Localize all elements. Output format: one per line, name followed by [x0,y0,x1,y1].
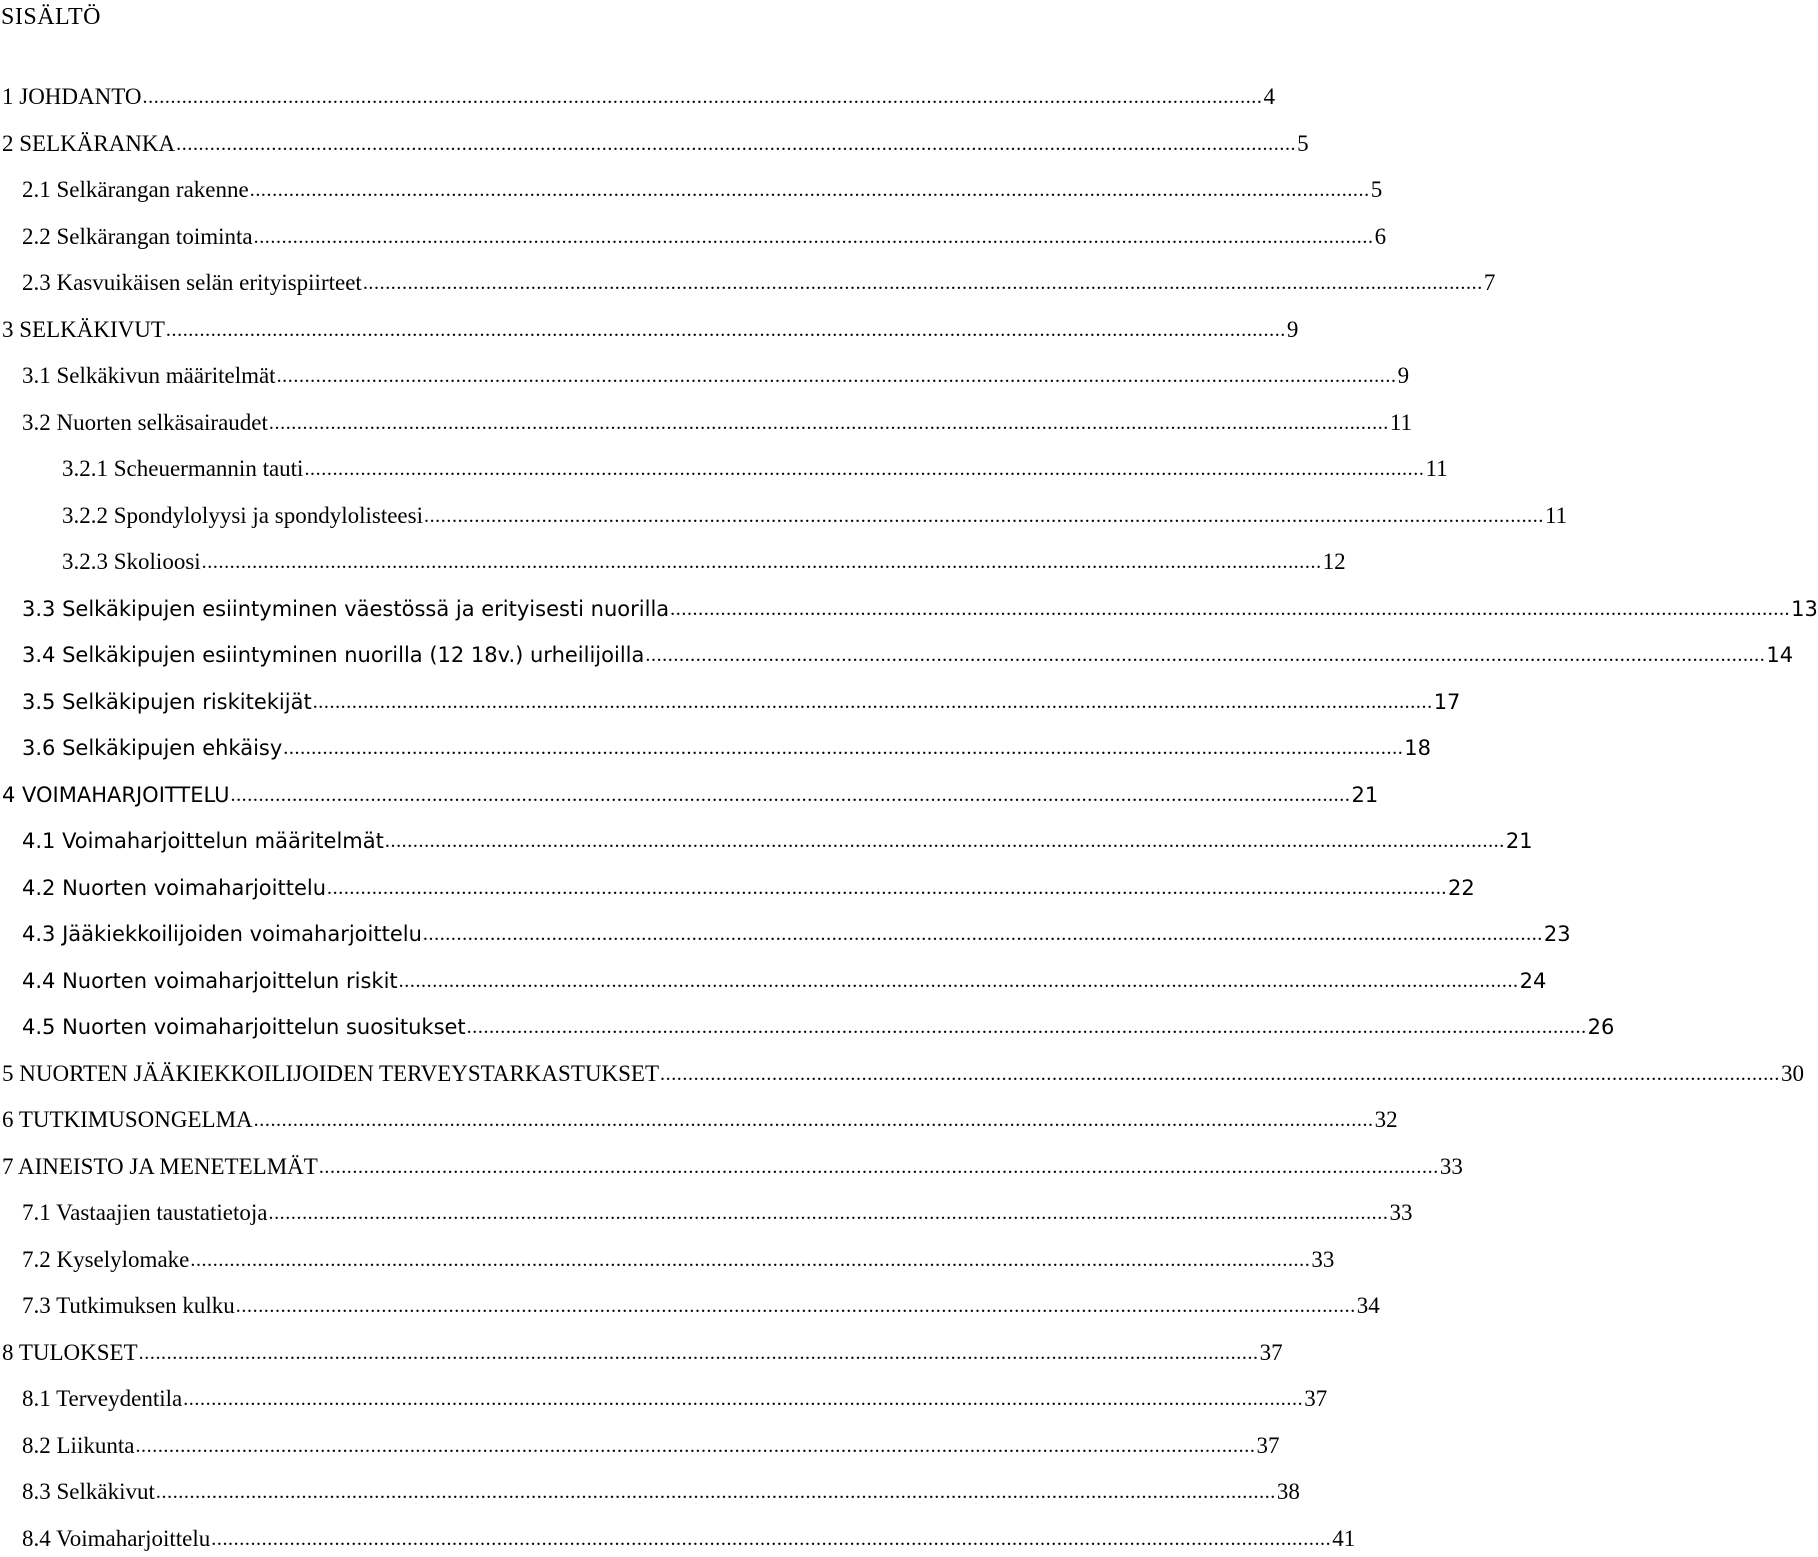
toc-entry-page: 14 [1766,643,1794,667]
toc-entry-label: 8.4 Voimaharjoittelu [22,1526,211,1551]
dot-leader: ........................................................................................................................................................................................................ [135,1435,1256,1457]
toc-entry-page: 37 [1256,1433,1280,1458]
toc-entry-label: 4.1 Voimaharjoittelun määritelmät [22,829,384,853]
toc-entry[interactable] [0,1334,1283,1368]
dot-leader: ........................................................................................................................................................................................................ [398,970,1519,992]
dot-leader: ........................................................................................................................................................................................................ [276,365,1397,387]
toc-entry[interactable] [0,776,1379,810]
toc-entry-label: 4.3 Jääkiekkoilijoiden voimaharjoittelu [22,922,422,946]
toc-entry[interactable] [0,1241,1335,1275]
toc-entry[interactable] [0,497,1568,531]
dot-leader: ........................................................................................................................................................................................................ [268,1202,1389,1224]
toc-entry-page: 13 [1791,597,1818,621]
toc-entry[interactable] [0,1101,1398,1135]
toc-entry-label: 3.6 Selkäkipujen ehkäisy [22,736,283,760]
toc-entry[interactable] [0,915,1571,949]
toc-entry-label: 3.1 Selkäkivun määritelmät [22,363,276,388]
toc-entry-label: 8.1 Terveydentila [22,1386,183,1411]
toc-entry-label: 2.1 Selkärangan rakenne [22,177,249,202]
toc-entry-page: 11 [1544,503,1568,528]
dot-leader: ........................................................................................................................................................................................................ [155,1481,1276,1503]
toc-entry-page: 18 [1404,736,1432,760]
toc-entry-label: 8.3 Selkäkivut [22,1479,155,1504]
toc-entry[interactable] [0,171,1383,205]
toc-entry-page: 7 [1483,270,1496,295]
toc-heading: SISÄLTÖ [1,4,101,30]
dot-leader: ........................................................................................................................................................................................................ [165,319,1286,341]
toc-entry-page: 41 [1332,1526,1356,1551]
dot-leader: ........................................................................................................................................................................................................ [660,1063,1780,1085]
toc-entry-label: 5 NUORTEN JÄÄKIEKKOILIJOIDEN TERVEYSTARKASTUKSET [2,1061,659,1086]
dot-leader: ........................................................................................................................................................................................................ [268,412,1389,434]
toc-entry-label: 3.2.3 Skolioosi [62,549,201,574]
toc-entry-page: 30 [1781,1061,1804,1086]
toc-entry[interactable] [0,450,1448,484]
toc-entry-page: 37 [1259,1340,1283,1365]
dot-leader: ........................................................................................................................................................................................................ [384,830,1505,852]
dot-leader: ........................................................................................................................................................................................................ [235,1295,1356,1317]
toc-entry-label: 4 VOIMAHARJOITTELU [2,783,230,807]
toc-entry-label: 4.4 Nuorten voimaharjoittelun riskit [22,969,398,993]
toc-entry-label: 3.5 Selkäkipujen riskitekijät [22,690,312,714]
dot-leader: ........................................................................................................................................................................................................ [466,1016,1587,1038]
toc-entry-label: 3.3 Selkäkipujen esiintyminen väestössä ja erityisesti nuorilla [22,597,670,621]
toc-entry[interactable] [0,543,1346,577]
dot-leader: ........................................................................................................................................................................................................ [318,1156,1439,1178]
toc-entry[interactable] [0,822,1533,856]
dot-leader: ........................................................................................................................................................................................................ [422,923,1543,945]
dot-leader: ........................................................................................................................................................................................................ [253,1109,1374,1131]
toc-entry[interactable] [0,636,1794,670]
toc-entry-label: 3.2.2 Spondylolyysi ja spondylolisteesi [62,503,423,528]
toc-entry-label: 4.2 Nuorten voimaharjoittelu [22,876,327,900]
toc-entry-label: 7.3 Tutkimuksen kulku [22,1293,235,1318]
toc-entry[interactable] [0,125,1309,159]
toc-entry[interactable] [0,357,1410,391]
toc-entry-page: 38 [1276,1479,1300,1504]
toc-entry-page: 33 [1311,1247,1335,1272]
toc-entry[interactable] [0,1055,1804,1089]
dot-leader: ........................................................................................................................................................................................................ [190,1249,1311,1271]
dot-leader: ........................................................................................................................................................................................................ [138,1342,1259,1364]
toc-entry-label: 7.2 Kyselylomake [22,1247,190,1272]
toc-entry-page: 6 [1374,224,1387,249]
toc-entry-page: 17 [1433,690,1461,714]
toc-entry[interactable] [0,683,1461,717]
toc-entry-label: 8 TULOKSET [2,1340,138,1365]
toc-entry-label: 2.3 Kasvuikäisen selän erityispiirteet [22,270,362,295]
toc-entry[interactable] [0,264,1496,298]
toc-entry-label: 7.1 Vastaajien taustatietoja [22,1200,268,1225]
toc-entry-label: 3.2 Nuorten selkäsairaudet [22,410,268,435]
toc-entry[interactable] [0,218,1387,252]
dot-leader: ........................................................................................................................................................................................................ [176,133,1297,155]
toc-entry[interactable] [0,1148,1463,1182]
toc-entry[interactable] [0,1380,1328,1414]
toc-entry-label: 4.5 Nuorten voimaharjoittelun suositukset [22,1015,466,1039]
toc-entry-page: 23 [1543,922,1571,946]
toc-entry-label: 3.4 Selkäkipujen esiintyminen nuorilla (12 18v.) urheilijoilla [22,643,645,667]
toc-entry[interactable] [0,311,1299,345]
toc-entry[interactable] [0,1473,1300,1507]
toc-entry-page: 37 [1304,1386,1328,1411]
dot-leader: ........................................................................................................................................................................................................ [645,644,1766,666]
toc-entry-label: 1 JOHDANTO [2,84,142,109]
toc-entry-page: 24 [1519,969,1547,993]
toc-entry-label: 8.2 Liikunta [22,1433,135,1458]
dot-leader: ........................................................................................................................................................................................................ [211,1528,1332,1550]
toc-entry-page: 22 [1448,876,1475,900]
toc-entry-page: 5 [1297,131,1309,156]
toc-entry-label: 3 SELKÄKIVUT [2,317,165,342]
dot-leader: ........................................................................................................................................................................................................ [327,877,1448,899]
toc-entry[interactable] [0,590,1818,624]
toc-entry-page: 33 [1439,1154,1463,1179]
toc-entry[interactable] [0,404,1413,438]
toc-entry-page: 9 [1397,363,1410,388]
dot-leader: ........................................................................................................................................................................................................ [201,551,1322,573]
dot-leader: ........................................................................................................................................................................................................ [312,691,1433,713]
toc-entry-page: 4 [1263,84,1275,109]
toc-entry-label: 6 TUTKIMUSONGELMA [2,1107,253,1132]
toc-entry-page: 9 [1286,317,1299,342]
toc-entry[interactable] [0,962,1547,996]
dot-leader: ........................................................................................................................................................................................................ [142,86,1263,108]
toc-entry-page: 21 [1505,829,1533,853]
dot-leader: ........................................................................................................................................................................................................ [230,784,1351,806]
dot-leader: ........................................................................................................................................................................................................ [304,458,1425,480]
toc-entry[interactable] [0,1520,1356,1554]
dot-leader: ........................................................................................................................................................................................................ [249,179,1370,201]
toc-entry-page: 11 [1425,456,1448,481]
toc-entry-label: 2.2 Selkärangan toiminta [22,224,253,249]
toc-entry-page: 21 [1351,783,1379,807]
toc-entry-label: 7 AINEISTO JA MENETELMÄT [2,1154,318,1179]
dot-leader: ........................................................................................................................................................................................................ [253,226,1374,248]
toc-entry[interactable] [0,1427,1280,1461]
dot-leader: ........................................................................................................................................................................................................ [423,505,1544,527]
toc-entry-page: 34 [1356,1293,1380,1318]
toc-entry-page: 11 [1389,410,1413,435]
dot-leader: ........................................................................................................................................................................................................ [362,272,1483,294]
dot-leader: ........................................................................................................................................................................................................ [283,737,1404,759]
dot-leader: ........................................................................................................................................................................................................ [670,598,1791,620]
toc-entry-page: 32 [1374,1107,1398,1132]
toc-entry-page: 26 [1587,1015,1615,1039]
toc-entry-page: 33 [1389,1200,1413,1225]
toc-entry-page: 5 [1370,177,1383,202]
toc-entry[interactable] [0,869,1475,903]
toc-entry[interactable] [0,78,1275,112]
toc-entry[interactable] [0,1287,1380,1321]
dot-leader: ........................................................................................................................................................................................................ [183,1388,1304,1410]
toc-entry[interactable] [0,729,1432,763]
toc-entry-label: 2 SELKÄRANKA [2,131,176,156]
toc-entry[interactable] [0,1008,1615,1042]
toc-entry[interactable] [0,1194,1413,1228]
toc-entry-label: 3.2.1 Scheuermannin tauti [62,456,304,481]
toc-entry-page: 12 [1322,549,1346,574]
